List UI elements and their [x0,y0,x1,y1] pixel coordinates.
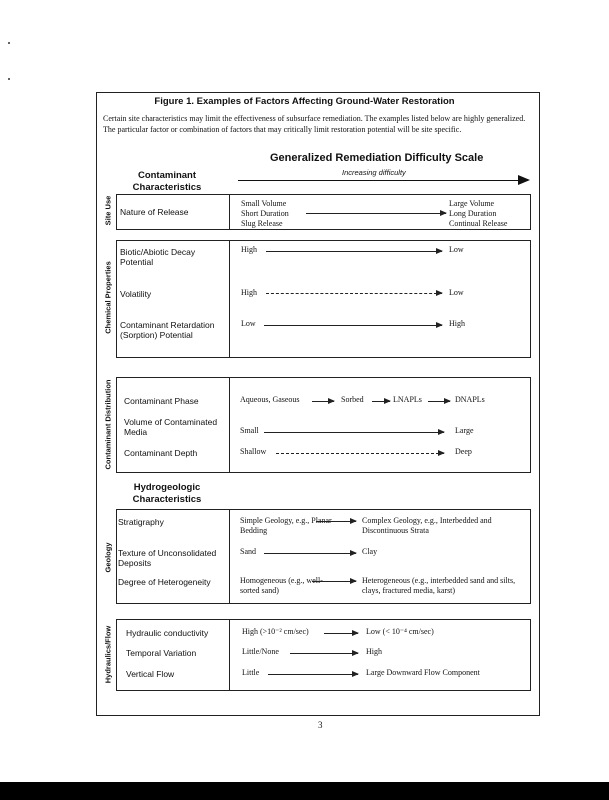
low-value: Homogeneous (e.g., well-sorted sand) [240,576,323,595]
factor-retardation-potential: Contaminant Retardation (Sorption) Potential [120,320,215,340]
factor-temporal-variation: Temporal Variation [126,648,197,658]
high-value: Low [449,245,464,254]
scale-subtitle: Increasing difficulty [342,168,406,177]
column-divider [229,509,230,604]
low-value: Low [241,319,256,328]
difficulty-arrow-row [306,213,446,214]
factor-volume-contaminated-media: Volume of Contaminated Media [124,417,218,437]
factor-nature-of-release: Nature of Release [120,207,189,217]
geology-label: Geology [103,542,113,573]
phase-arrow [312,401,334,402]
factor-vertical-flow: Vertical Flow [126,669,175,679]
column-divider [229,194,230,230]
low-value: Little [242,668,260,677]
high-value: Large Downward Flow Component [366,668,480,677]
low-value: Short Duration [241,209,289,218]
low-value: High [241,245,257,254]
difficulty-arrow-row [324,633,358,634]
difficulty-arrow-row [266,293,442,294]
high-value: Long Duration [449,209,497,218]
high-value: Large Volume [449,199,495,208]
scan-border [0,782,609,800]
difficulty-arrow-row [264,432,444,433]
phase-sorbed: Sorbed [341,395,364,404]
factor-decay-potential: Biotic/Abiotic Decay Potential [120,247,196,267]
factor-stratigraphy: Stratigraphy [118,517,164,527]
column-divider [229,619,230,691]
high-value: Continual Release [449,219,508,228]
high-value: High [366,647,382,656]
page-number: 3 [318,720,323,730]
difficulty-arrow-row [268,674,358,675]
difficulty-arrow-row [316,521,356,522]
scan-speck [8,78,10,80]
high-value: Complex Geology, e.g., Interbedded and Discontinuous Strata [362,516,492,535]
factor-contaminant-phase: Contaminant Phase [124,396,199,406]
low-value: High (>10⁻² cm/sec) [242,627,309,636]
factor-volatility: Volatility [120,289,152,299]
low-value: Slug Release [241,219,283,228]
difficulty-arrow-row [264,553,356,554]
low-value: Little/None [242,647,279,656]
high-value: High [449,319,465,328]
phase-aqueous: Aqueous, Gaseous [240,395,300,404]
high-value: Heterogeneous (e.g., interbedded sand and silts, clays, fractured media, karst) [362,576,516,595]
factor-heterogeneity: Degree of Heterogeneity [118,577,211,587]
difficulty-arrow-row [290,653,358,654]
figure-title: Figure 1. Examples of Factors Affecting Ground-Water Restoration [154,96,455,107]
column-divider [229,377,230,473]
low-value: Simple Geology, e.g., Planar Bedding [240,516,332,535]
high-value: Clay [362,547,378,556]
difficulty-arrow-row [276,453,444,454]
high-value: Low (< 10⁻⁴ cm/sec) [366,627,434,636]
contaminant-distribution-label: Contaminant Distribution [103,379,113,470]
low-value: Small [240,426,259,435]
phase-dnapls: DNAPLs [455,395,485,404]
factor-texture-deposits: Texture of Unconsolidated Deposits [118,548,217,568]
column-divider [229,240,230,358]
high-value: Large [455,426,474,435]
figure-intro: Certain site characteristics may limit the effectiveness of subsurface remediation. The examples listed below are highly generalized. The particular factor or combination of factors that may critically limit restoration potential will be site specific. [103,114,526,134]
phase-arrow [428,401,450,402]
low-value: Small Volume [241,199,287,208]
difficulty-arrow-row [312,581,356,582]
factor-hydraulic-conductivity: Hydraulic conductivity [126,628,209,638]
high-value: Low [449,288,464,297]
low-value: Shallow [240,447,267,456]
factor-contaminant-depth: Contaminant Depth [124,448,198,458]
scan-speck [8,42,10,44]
difficulty-arrow-row [264,325,442,326]
difficulty-arrow-row [266,251,442,252]
high-value: Deep [455,447,472,456]
contaminant-heading: Contaminant Characteristics [132,170,202,193]
site-use-label: Site Use [103,195,113,226]
scale-title: Generalized Remediation Difficulty Scale [270,152,484,164]
low-value: High [241,288,257,297]
low-value: Sand [240,547,256,556]
chemical-properties-label: Chemical Properties [103,261,113,334]
phase-lnapls: LNAPLs [393,395,422,404]
hydraulics-flow-label: Hydraulics/Flow [103,625,113,684]
difficulty-arrow [238,180,528,181]
phase-arrow [372,401,390,402]
hydrogeologic-heading: Hydrogeologic Characteristics [132,482,202,505]
